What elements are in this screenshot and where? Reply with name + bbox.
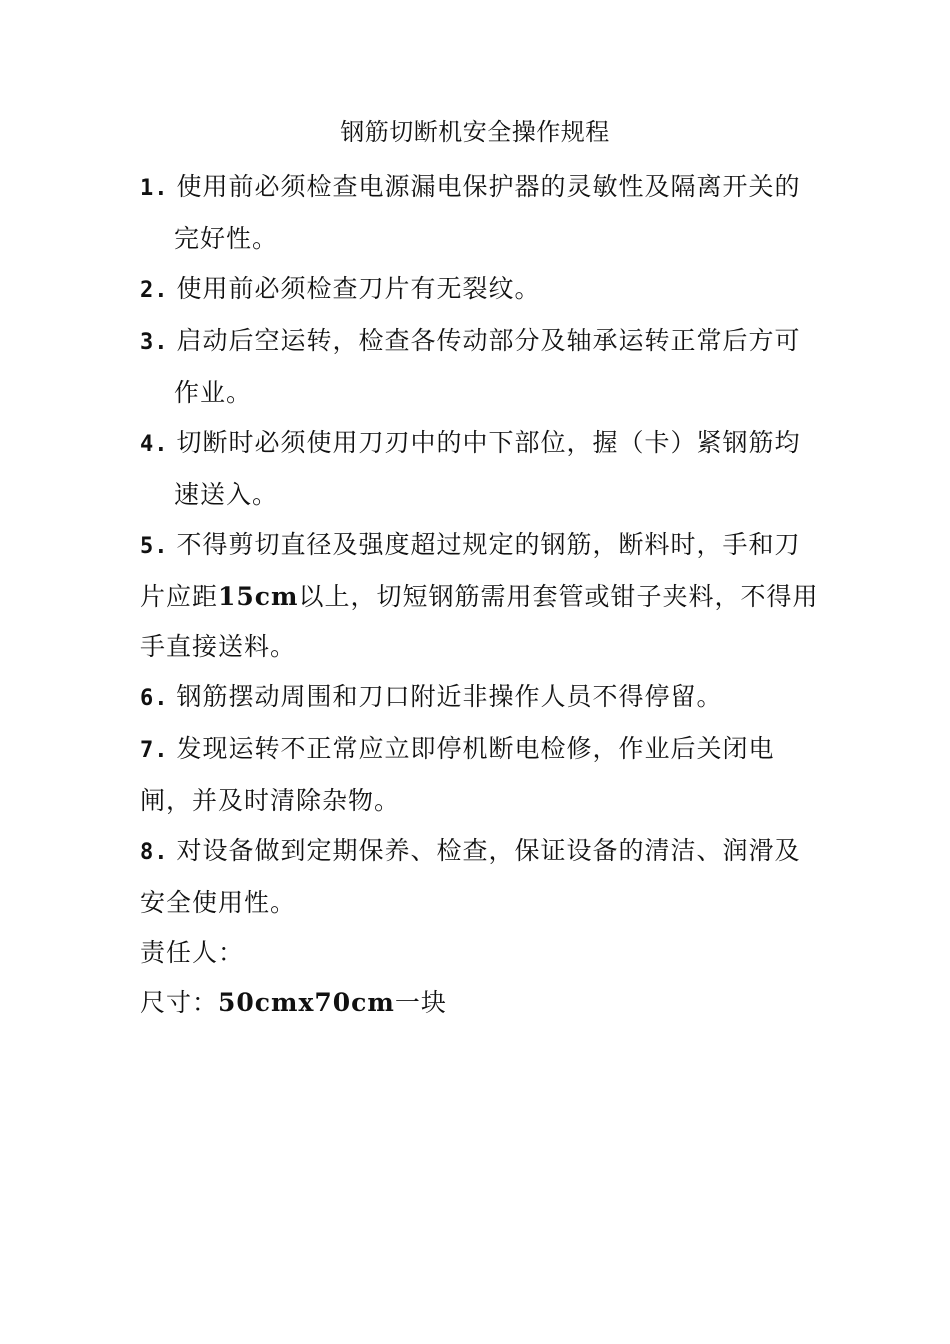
rule-text: 发现运转不正常应立即停机断电检修，作业后关闭电闸，并及时清除杂物。: [140, 734, 775, 815]
rule-text-distance: 15cm: [218, 582, 299, 611]
rule-number: 1.: [140, 176, 169, 201]
rule-text: 使用前必须检查电源漏电保护器的灵敏性及隔离开关的完好性。: [174, 172, 801, 253]
rule-text: 使用前必须检查刀片有无裂纹。: [176, 274, 541, 303]
rule-number: 3.: [140, 330, 169, 355]
size-label: 尺寸：: [140, 988, 219, 1017]
responsible-person-field: [140, 928, 820, 978]
rule-item-5: [140, 520, 820, 672]
rule-number: 8.: [140, 840, 169, 865]
rule-number: 5.: [140, 534, 169, 559]
rules-list: [140, 162, 820, 1028]
rule-number: 4.: [140, 432, 169, 457]
size-suffix: 一块: [394, 988, 447, 1017]
rule-number: 7.: [140, 738, 169, 763]
responsible-label: 责任人：: [140, 938, 245, 967]
rule-item-8: [140, 826, 820, 928]
rule-text: 对设备做到定期保养、检查，保证设备的清洁、润滑及安全使用性。: [140, 836, 801, 917]
rule-text: 以上，切短钢筋需用套管或钳子夹料，不得用手直接送料。: [140, 582, 819, 661]
rule-text: 不得剪切直径及强度超过规定的钢筋，断料时，手和刀片应距: [140, 530, 801, 611]
rule-text: 切断时必须使用刀刃中的中下部位，握（卡）紧钢筋均速送入。: [174, 428, 801, 509]
rule-item-2: [140, 264, 820, 316]
rule-item-3: [140, 316, 820, 418]
rule-text: 启动后空运转，检查各传动部分及轴承运转正常后方可作业。: [174, 326, 801, 407]
rule-item-6: [140, 672, 820, 724]
rule-item-7: [140, 724, 820, 826]
rule-item-1: [140, 162, 820, 264]
page-title: 钢筋切断机安全操作规程: [340, 118, 610, 146]
rule-text: 钢筋摆动周围和刀口附近非操作人员不得停留。: [176, 682, 723, 711]
rule-item-4: [140, 418, 820, 520]
rule-number: 2.: [140, 278, 169, 303]
rule-number: 6.: [140, 686, 169, 711]
size-value: 50cmx70cm: [218, 988, 395, 1017]
size-field: [140, 978, 820, 1028]
